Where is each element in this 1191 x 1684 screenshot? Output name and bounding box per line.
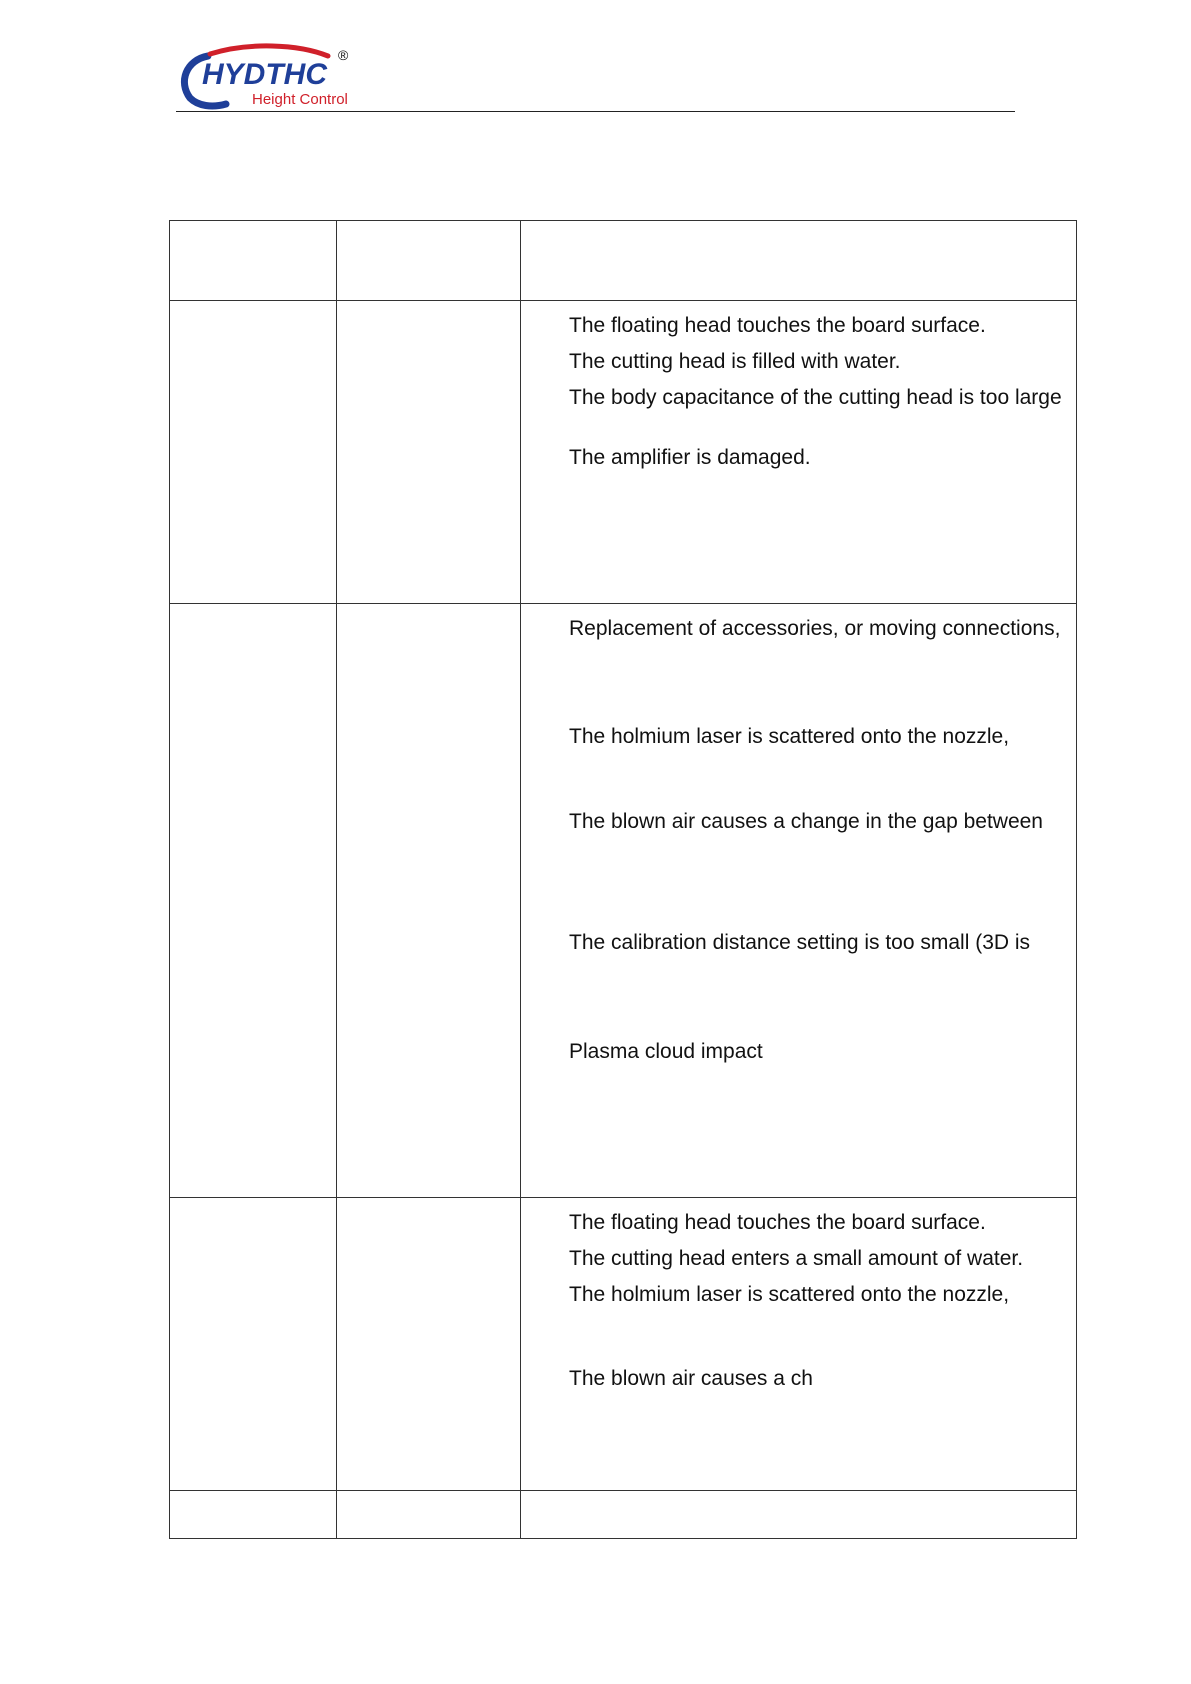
table-cell-causes — [521, 604, 1077, 1198]
hydthc-logo — [178, 42, 356, 112]
cause-line: The cutting head is filled with water. — [569, 350, 901, 373]
table-row — [170, 1198, 1077, 1491]
cause-line: The blown air causes a ch — [569, 1367, 813, 1390]
table-cell-cause-category — [170, 1198, 337, 1491]
cause-line: The amplifier is damaged. — [569, 446, 811, 469]
table-cell-causes — [521, 1198, 1077, 1491]
table-cell-cause-category — [170, 604, 337, 1198]
cause-line: The blown air causes a change in the gap between — [569, 810, 1043, 833]
logo-text: HYDTHC — [202, 58, 327, 91]
table-row — [170, 1491, 1077, 1539]
cause-line: The body capacitance of the cutting head is too large — [569, 386, 1062, 409]
table-cell-symptom — [337, 301, 521, 604]
cause-line: The cutting head enters a small amount of water. — [569, 1247, 1024, 1270]
registered-mark: ® — [338, 47, 349, 63]
table-row — [170, 221, 1077, 301]
table-cell-cause-category — [170, 221, 337, 301]
table-cell-cause-category — [170, 301, 337, 604]
cause-line: The floating head touches the board surface. — [569, 1211, 986, 1234]
cause-line: Replacement of accessories, or moving connections, — [569, 617, 1061, 640]
table-row — [170, 604, 1077, 1198]
header-rule — [176, 111, 1015, 112]
cause-line: The floating head touches the board surface. — [569, 314, 986, 337]
cause-line: Plasma cloud impact — [569, 1040, 763, 1063]
table-cell-symptom — [337, 221, 521, 301]
table-cell-symptom — [337, 1198, 521, 1491]
cause-line: The holmium laser is scattered onto the nozzle, — [569, 1283, 1010, 1306]
table-cell-symptom — [337, 1491, 521, 1539]
table-cell-causes — [521, 301, 1077, 604]
troubleshooting-table — [169, 220, 1077, 1539]
table-cell-causes — [521, 1491, 1077, 1539]
table-row — [170, 301, 1077, 604]
table-cell-causes — [521, 221, 1077, 301]
table-cell-symptom — [337, 604, 521, 1198]
table-cell-cause-category — [170, 1491, 337, 1539]
cause-line: The calibration distance setting is too small (3D is — [569, 931, 1031, 954]
logo-graphic — [178, 42, 356, 112]
logo-subtitle: Height Control — [252, 91, 348, 108]
cause-line: The holmium laser is scattered onto the nozzle, — [569, 725, 1010, 748]
